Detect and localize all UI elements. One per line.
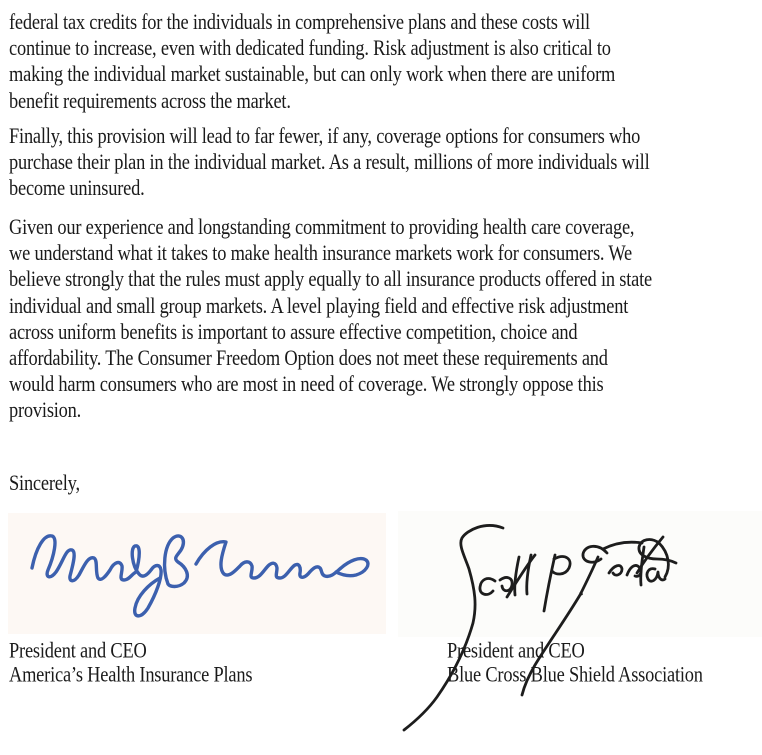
- text-line: become uninsured.: [9, 176, 145, 201]
- text-line: federal tax credits for the individuals in comprehensive plans and these costs will: [9, 10, 590, 34]
- signature-ink-blue: [32, 536, 368, 616]
- text-line: purchase their plan in the individual market. As a result, millions of more individuals will: [9, 150, 650, 174]
- signer-title: President and CEO: [447, 638, 585, 663]
- text-line: believe strongly that the rules must apply equally to all insurance products offered in state: [9, 267, 652, 292]
- closing-salutation: Sincerely,: [9, 471, 80, 495]
- body-paragraph-1: [9, 9, 615, 114]
- signature-ink-black: [404, 525, 676, 730]
- signature-marilyn-b-tavenner: [8, 512, 388, 634]
- text-line: provision.: [9, 398, 82, 423]
- text-line: we understand what it takes to make health insurance markets work for consumers. We: [9, 241, 633, 265]
- signer-organization: Blue Cross Blue Shield Association: [447, 661, 703, 686]
- text-line: continue to increase, even with dedicated funding. Risk adjustment is also critical to: [9, 36, 611, 60]
- text-line: making the individual market sustainable, but can only work when there are uniform: [9, 62, 616, 87]
- signer-title: President and CEO: [9, 638, 147, 663]
- body-paragraph-2: [9, 123, 649, 202]
- text-line: Finally, this provision will lead to far fewer, if any, coverage options for consumers who: [9, 124, 641, 148]
- text-line: individual and small group markets. A level playing field and effective risk adjustment: [9, 293, 629, 318]
- text-line: affordability. The Consumer Freedom Option does not meet these requirements and: [9, 346, 608, 370]
- signature-scott-p-serota: [395, 505, 762, 750]
- signer-organization: America’s Health Insurance Plans: [9, 661, 253, 686]
- text-line: Given our experience and longstanding commitment to providing health care coverage,: [9, 215, 635, 239]
- text-line: across uniform benefits is important to assure effective competition, choice and: [9, 319, 578, 344]
- body-paragraph-3: [9, 214, 652, 424]
- text-line: would harm consumers who are most in need of coverage. We strongly oppose this: [9, 372, 604, 396]
- text-line: benefit requirements across the market.: [9, 88, 291, 113]
- signer-block-left: [9, 640, 252, 686]
